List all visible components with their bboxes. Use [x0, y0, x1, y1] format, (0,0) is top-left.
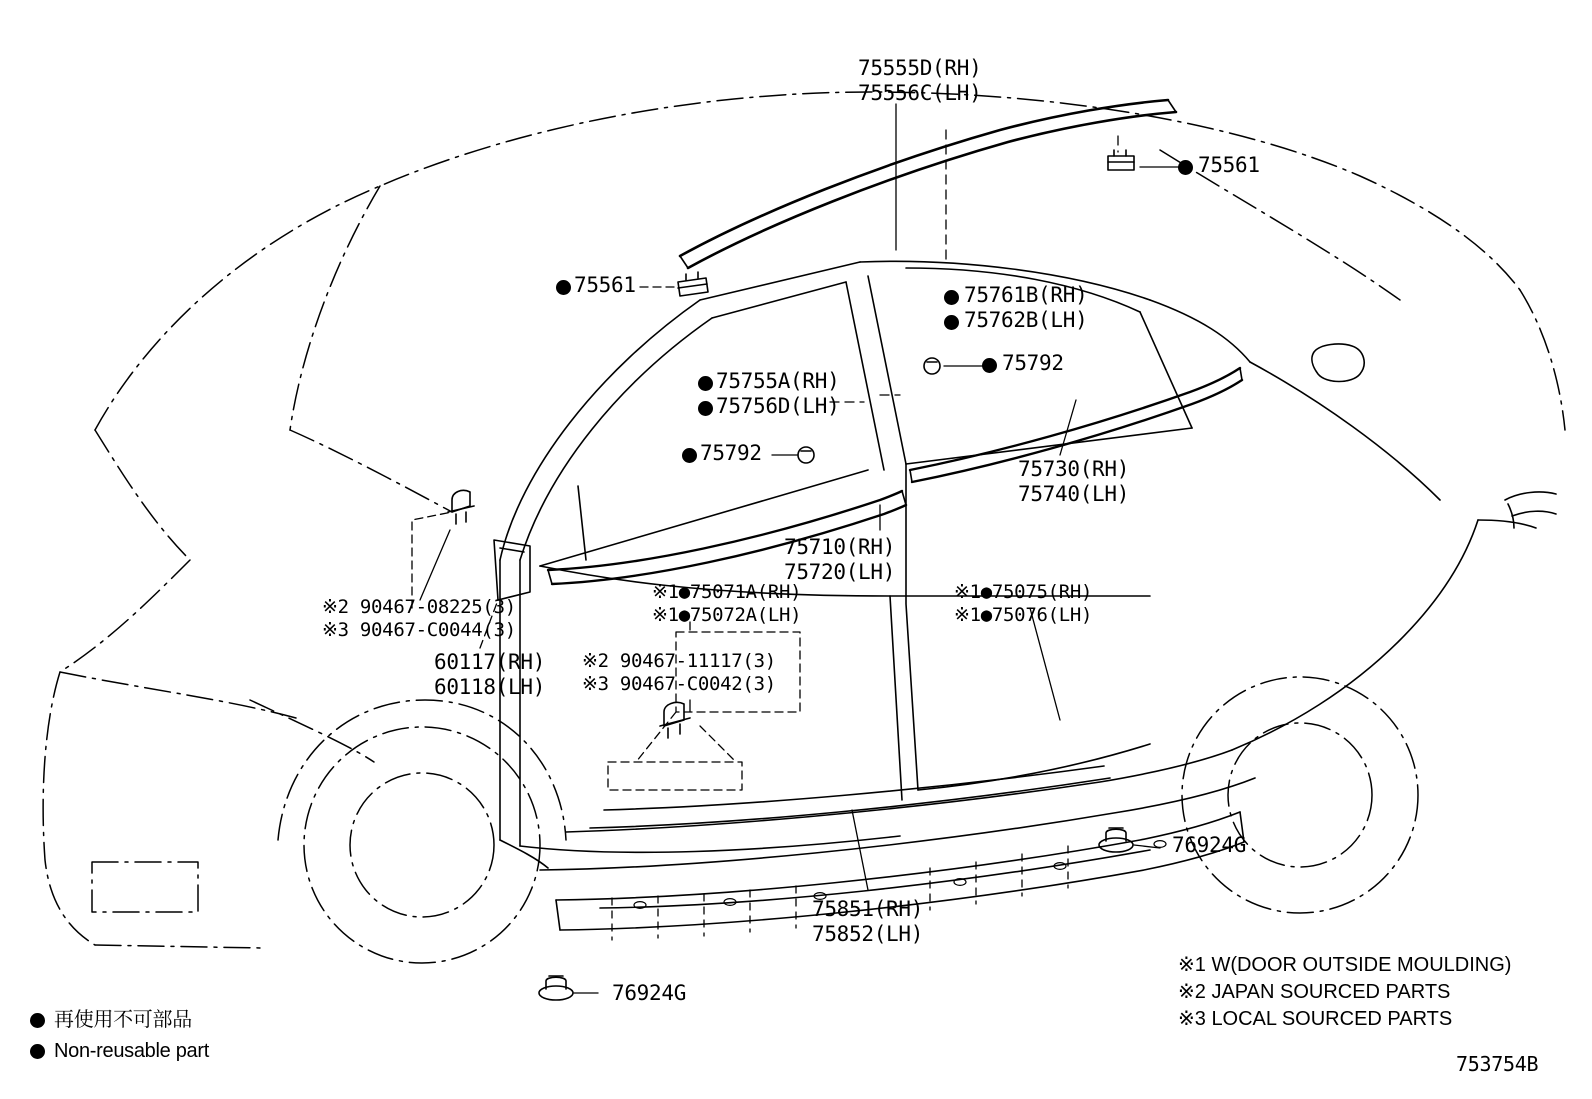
callout-clip-75561-right: 75561 [1198, 153, 1260, 177]
callout-roof-moulding: 75555D(RH) 75556C(LH) [858, 56, 982, 105]
callout-front-door-frame: 75755A(RH) 75756D(LH) [716, 369, 840, 418]
callout-rear-door-moulding: 75730(RH) 75740(LH) [1018, 457, 1130, 506]
callout-clip-76924G-right: 76924G [1172, 833, 1247, 857]
dot-75761b [944, 290, 959, 305]
dot-75792-lower [682, 448, 697, 463]
callout-rocker-moulding: 75851(RH) 75852(LH) [812, 897, 924, 946]
legend-dot-jp [30, 1013, 45, 1028]
legend-dot-en [30, 1044, 45, 1059]
callout-front-door-moulding: 75710(RH) 75720(LH) [784, 535, 896, 584]
dot-75755a [698, 376, 713, 391]
footnote-1: ※1 W(DOOR OUTSIDE MOULDING) [1178, 954, 1512, 976]
dot-75561-left [556, 280, 571, 295]
legend-text-en: Non-reusable part [54, 1040, 209, 1062]
dot-75756d [698, 401, 713, 416]
callout-clip-76924G-left: 76924G [612, 981, 687, 1005]
dot-75792-upper [982, 358, 997, 373]
callout-clip-75792-lower: 75792 [700, 441, 762, 465]
drawing-number: 753754B [1456, 1052, 1539, 1076]
callout-clip-75561-left: 75561 [574, 273, 636, 297]
legend-text-jp: 再使用不可部品 [54, 1009, 192, 1031]
callout-screw-90467-08225: ※2 90467-08225(3) ※3 90467-C0044(3) [322, 596, 516, 641]
callout-rear-door-belt: 75761B(RH) 75762B(LH) [964, 283, 1088, 332]
dot-75762b [944, 315, 959, 330]
callout-cowl-side-trim: 60117(RH) 60118(LH) [434, 650, 546, 699]
footnote-2: ※2 JAPAN SOURCED PARTS [1178, 981, 1451, 1003]
callout-front-door-clip: ※1●75071A(RH) ※1●75072A(LH) [652, 581, 802, 626]
footnote-3: ※3 LOCAL SOURCED PARTS [1178, 1008, 1453, 1030]
callout-screw-90467-11117: ※2 90467-11117(3) ※3 90467-C0042(3) [582, 650, 776, 695]
callout-rear-door-clip: ※1●75075(RH) ※1●75076(LH) [954, 581, 1093, 626]
dot-75561-right [1178, 160, 1193, 175]
callout-clip-75792-upper: 75792 [1002, 351, 1064, 375]
